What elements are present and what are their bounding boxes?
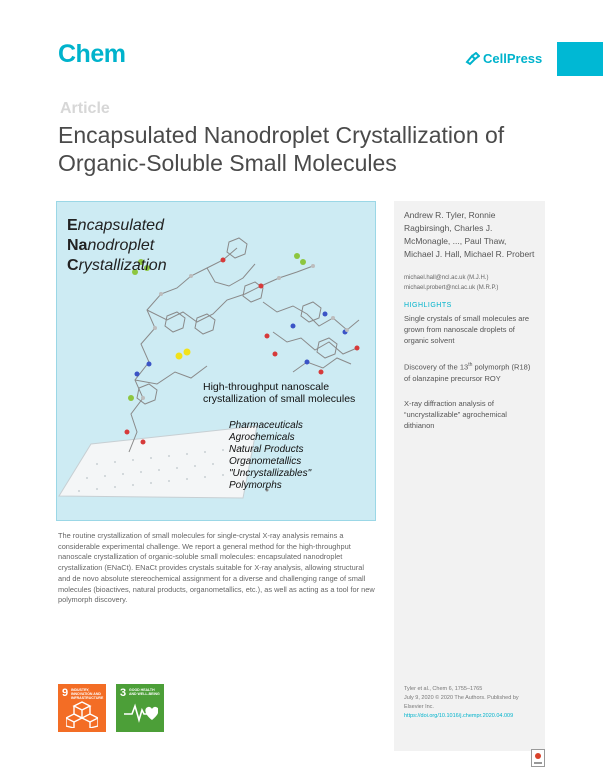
graphic-heading: Encapsulated Nanodroplet Crystallization: [67, 217, 167, 274]
sdg-badge-9: 9 INDUSTRY, INNOVATION AND INFRASTRUCTURE: [58, 684, 106, 732]
graphic-class-item: Agrochemicals: [229, 432, 295, 443]
email-link[interactable]: michael.probert@ncl.ac.uk (M.R.P.): [404, 285, 499, 291]
graphic-class-item: Natural Products: [229, 444, 304, 455]
graphic-class-item: Polymorphs: [229, 480, 282, 491]
heartbeat-icon: [124, 700, 158, 724]
publisher-name: CellPress: [483, 51, 543, 66]
sdg-badge-3: 3 GOOD HEALTH AND WELL-BEING: [116, 684, 164, 732]
summary-paragraph: The routine crystallization of small molecules for single-crystal X-ray analysis remains a considerable experimental challenge. We report a general method for the high-throughput nanoscale crystallization of organic-soluble small molecules: encapsulated nanodroplet crystallization (ENaCt). ENaCt provides crystals suitable for X-ray analysis, allowing structural and de novo absolute stereochemical assignment for a diverse and challenging range of small molecules (bioactives, natural products, organometallics, etc.), as well as acting as a tool for new polymorph discovery.: [58, 531, 375, 605]
author-list: Andrew R. Tyler, Ronnie Ragbirsingh, Charles J. McMonagle, ..., Paul Thaw, Michael J. Hall, Michael R. Probert: [404, 210, 535, 259]
doi-link[interactable]: https://doi.org/10.1016/j.chempr.2020.04.009: [404, 713, 514, 719]
graphic-class-item: Organometallics: [229, 456, 302, 467]
citation-line: Tyler et al., Chem 6, 1755–1765: [404, 686, 483, 692]
highlight-item: Single crystals of small molecules are grown from nanoscale droplets of organic solvent: [404, 314, 530, 345]
graphic-class-item: "Uncrystallizables": [229, 468, 312, 479]
correspondence: [404, 273, 535, 293]
publisher-logo: [464, 51, 542, 66]
graphic-class-item: Pharmaceuticals: [229, 420, 303, 431]
graphical-abstract: [56, 201, 376, 521]
graphic-class-list: [229, 420, 311, 492]
header-corner-block: [557, 42, 603, 76]
citation-line: July 9, 2020 © 2020 The Authors. Published by Elsevier Inc.: [404, 695, 519, 710]
article-sidebar: [394, 201, 545, 751]
highlight-item: X-ray diffraction analysis of “uncrystallizable” agrochemical dithianon: [404, 398, 507, 430]
cubes-icon: [66, 700, 98, 728]
cellpress-icon: [464, 52, 480, 66]
crossmark-icon[interactable]: [531, 749, 545, 767]
highlights-heading: HIGHLIGHTS: [404, 302, 452, 309]
citation-block: [404, 685, 539, 721]
graphic-subheading: High-throughput nanoscale crystallization of small molecules: [203, 381, 356, 405]
highlight-item: Discovery of the 13th polymorph (R18) of olanzapine precursor ROY: [404, 362, 531, 383]
article-type-label: Article: [60, 100, 110, 117]
email-link[interactable]: michael.hall@ncl.ac.uk (M.J.H.): [404, 275, 489, 281]
journal-logo: Chem: [58, 40, 126, 68]
article-title: Encapsulated Nanodroplet Crystallization of Organic-Soluble Small Molecules: [58, 122, 505, 176]
